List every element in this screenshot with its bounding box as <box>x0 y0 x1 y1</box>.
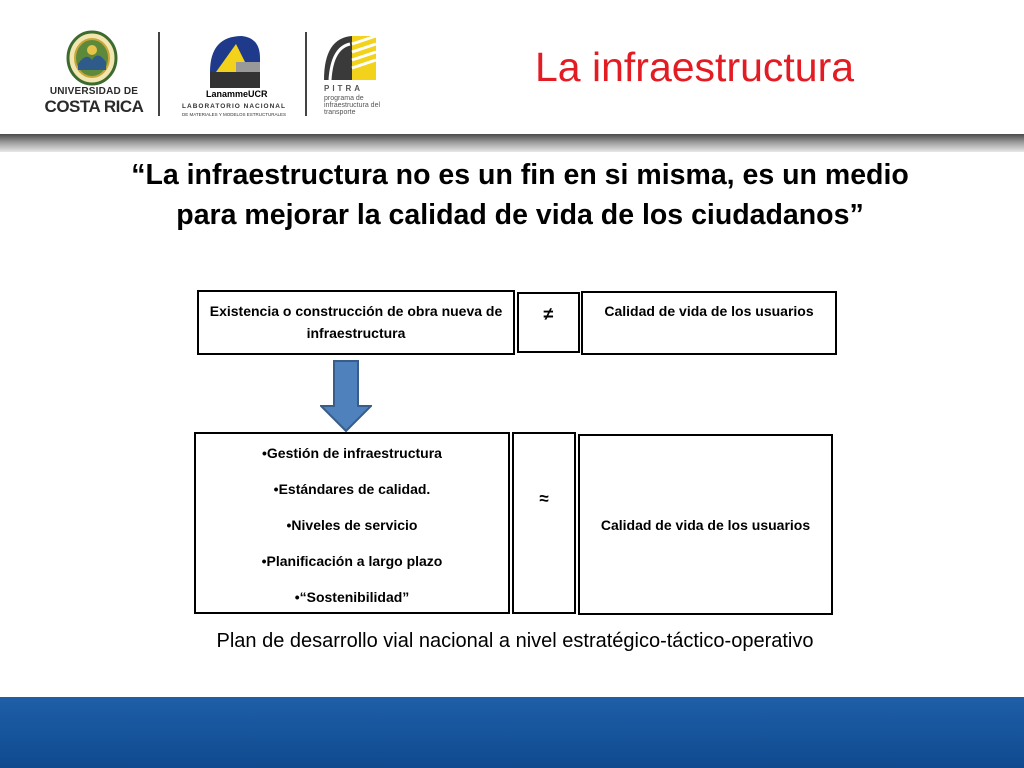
not-equal-box: ≠ <box>517 292 580 353</box>
ucr-name-line2: COSTA RICA <box>44 97 144 116</box>
approx-equal-box: ≈ <box>512 432 576 614</box>
pitra-subtitle: programa de infraestructura del transporte <box>324 95 381 116</box>
pitra-name: PITRA <box>324 84 363 93</box>
list-item: •Estándares de calidad. <box>273 481 431 497</box>
lanamme-name: LanammeUCR <box>206 89 268 99</box>
list-item: •Gestión de infraestructura <box>262 445 442 461</box>
lanamme-subtitle-2: DE MATERIALES Y MODELOS ESTRUCTURALES <box>181 112 287 117</box>
logo-divider <box>305 32 307 116</box>
ucr-logo <box>44 30 144 122</box>
quality-of-life-box-bottom: Calidad de vida de los usuarios <box>578 434 833 615</box>
infrastructure-existence-box: Existencia o construcción de obra nueva de infraestructura <box>197 290 515 355</box>
university-seal-icon <box>66 30 118 86</box>
footer-bar <box>0 697 1024 768</box>
lanamme-subtitle-1: LABORATORIO NACIONAL <box>182 103 286 110</box>
slide-title: La infraestructura <box>535 44 855 90</box>
lanamme-mark-icon <box>206 32 262 88</box>
slide-header <box>0 0 1024 135</box>
list-item: •“Sostenibilidad” <box>294 589 410 605</box>
plan-caption: Plan de desarrollo vial nacional a nivel estratégico-táctico-operativo <box>216 630 814 652</box>
management-list-box <box>194 432 510 614</box>
logo-divider <box>158 32 160 116</box>
lanamme-logo <box>178 32 298 122</box>
list-item: •Niveles de servicio <box>286 517 418 533</box>
down-arrow-icon <box>320 360 372 432</box>
ucr-name-line1: UNIVERSIDAD DE <box>49 86 139 97</box>
pitra-logo <box>322 32 392 122</box>
pitra-mark-icon <box>322 32 378 82</box>
quality-of-life-box-top: Calidad de vida de los usuarios <box>581 291 837 355</box>
header-shadow-bar <box>0 134 1024 152</box>
main-quote: “La infraestructura no es un fin en si misma, es un medio para mejorar la calidad de vida de los ciudadanos” <box>131 159 909 231</box>
list-item: •Planificación a largo plazo <box>261 553 443 569</box>
